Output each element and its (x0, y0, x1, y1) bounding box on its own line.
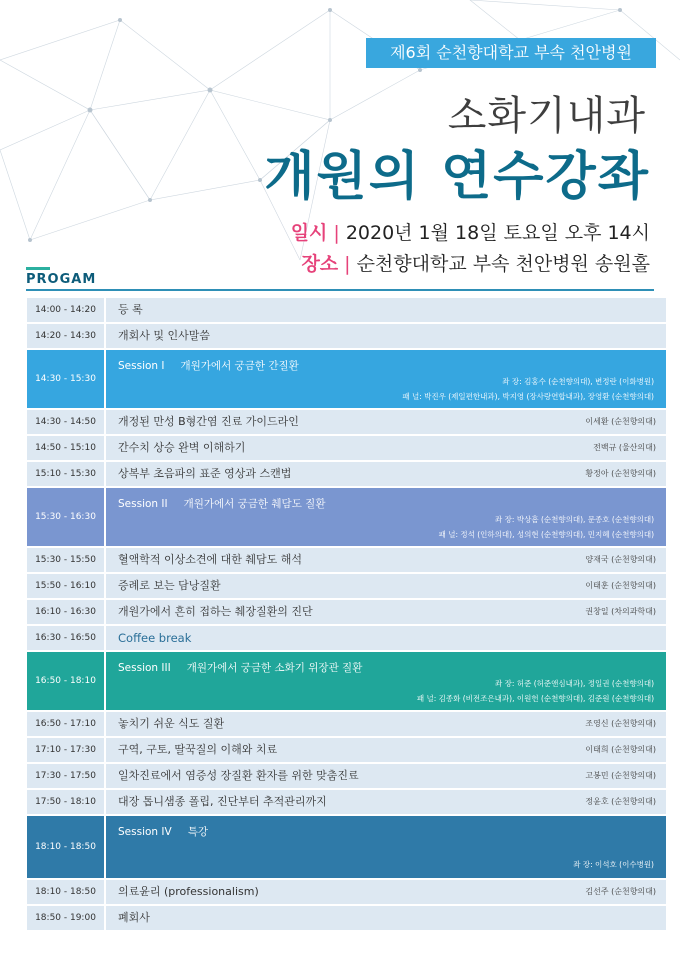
session-title (118, 496, 325, 511)
session-block (27, 350, 666, 408)
department-title: 소화기내과 (447, 93, 646, 139)
venue-separator: | (344, 253, 351, 275)
table-row (27, 298, 666, 322)
course-title: 개원의 연수강좌 (264, 147, 650, 207)
table-row (27, 574, 666, 598)
date-info (291, 218, 650, 245)
row-time: 17:30 - 17:50 (27, 764, 104, 788)
row-content (106, 436, 666, 460)
row-title: 개정된 만성 B형간염 진료 가이드라인 (118, 415, 299, 428)
row-speaker: 조영신 (순천향의대) (585, 719, 656, 728)
row-time: 14:30 - 14:50 (27, 410, 104, 434)
program-label: PROGAM (26, 272, 97, 287)
row-content (106, 410, 666, 434)
session-content (106, 816, 666, 878)
table-row (27, 410, 666, 434)
session-panel: 패 널: 정석 (인하의대), 성의현 (순천향의대), 민지혜 (순천향의대) (438, 530, 654, 539)
venue-value: 순천향대학교 부속 천안병원 송원홀 (356, 253, 650, 275)
row-time: 15:30 - 15:50 (27, 548, 104, 572)
session-label: Session II (118, 498, 168, 510)
session-chair: 좌 장: 김홍수 (순천향의대), 변정란 (이화병원) (502, 377, 654, 386)
session-chair: 좌 장: 이석호 (이수병원) (573, 860, 654, 869)
row-content (106, 738, 666, 762)
row-title: 놓치기 쉬운 식도 질환 (118, 717, 225, 730)
table-row (27, 712, 666, 736)
row-content (106, 324, 666, 348)
row-content (106, 298, 666, 322)
date-separator: | (333, 222, 340, 244)
row-speaker: 이태훈 (순천향의대) (585, 581, 656, 590)
session-title (118, 824, 208, 839)
row-title: 일차진료에서 염증성 장질환 환자를 위한 맞춤진료 (118, 769, 359, 782)
venue-info (301, 249, 650, 276)
row-content (106, 790, 666, 814)
program-table (27, 298, 666, 932)
row-title: 상복부 초음파의 표준 영상과 스캔법 (118, 467, 292, 480)
program-divider (26, 289, 654, 291)
session-chair: 좌 장: 허준 (허준앤심내과), 정일권 (순천향의대) (495, 679, 654, 688)
row-content (106, 712, 666, 736)
row-time: 15:50 - 16:10 (27, 574, 104, 598)
table-row (27, 764, 666, 788)
row-content (106, 462, 666, 486)
row-time: 17:50 - 18:10 (27, 790, 104, 814)
row-content (106, 626, 666, 650)
table-row (27, 738, 666, 762)
row-speaker: 고봉민 (순천향의대) (585, 771, 656, 780)
row-content (106, 574, 666, 598)
row-speaker: 권창일 (차의과학대) (585, 607, 656, 616)
session-time: 14:30 - 15:30 (27, 350, 104, 408)
table-row (27, 906, 666, 930)
row-title: 개원가에서 흔히 접하는 췌장질환의 진단 (118, 605, 313, 618)
row-title: 혈액학적 이상소견에 대한 췌담도 해석 (118, 553, 303, 566)
table-row (27, 600, 666, 624)
row-speaker: 이태희 (순천향의대) (585, 745, 656, 754)
row-content (106, 880, 666, 904)
session-chair: 좌 장: 박상흠 (순천향의대), 문종호 (순천향의대) (495, 515, 654, 524)
session-label: Session III (118, 662, 171, 674)
date-label: 일시 (290, 222, 328, 244)
session-name: 특강 (187, 826, 208, 838)
session-panel: 패 널: 김종화 (비전조은내과), 이원헌 (순천향의대), 김준원 (순천향의대) (416, 694, 654, 703)
row-time: 15:10 - 15:30 (27, 462, 104, 486)
table-row (27, 880, 666, 904)
row-content (106, 548, 666, 572)
venue-label: 장소 (301, 253, 339, 275)
row-speaker: 전백규 (울산의대) (593, 443, 656, 452)
session-panel: 패 널: 박진우 (제일편한내과), 박지영 (장사랑연합내과), 장영환 (순천향의대) (402, 392, 654, 401)
session-time: 16:50 - 18:10 (27, 652, 104, 710)
row-time: 17:10 - 17:30 (27, 738, 104, 762)
session-label: Session IV (118, 826, 172, 838)
row-title: 폐회사 (118, 911, 150, 924)
session-time: 18:10 - 18:50 (27, 816, 104, 878)
table-row (27, 324, 666, 348)
row-title: 개회사 및 인사말씀 (118, 329, 211, 342)
session-time: 15:30 - 16:30 (27, 488, 104, 546)
row-title: 증례로 보는 담낭질환 (118, 579, 221, 592)
session-content (106, 350, 666, 408)
row-title: 등 록 (118, 303, 143, 316)
row-speaker: 이세환 (순천향의대) (585, 417, 656, 426)
date-value: 2020년 1월 18일 토요일 오후 14시 (345, 222, 650, 244)
session-block (27, 816, 666, 878)
session-title (118, 660, 362, 675)
session-name: 개원가에서 궁금한 소화기 위장관 질환 (186, 662, 363, 674)
row-content (106, 764, 666, 788)
row-time: 14:50 - 15:10 (27, 436, 104, 460)
row-title: 간수치 상승 완벽 이해하기 (118, 441, 246, 454)
row-speaker: 김선주 (순천향의대) (585, 887, 656, 896)
table-row (27, 626, 666, 650)
row-title: 대장 톱니샘종 폴립, 진단부터 추적관리까지 (118, 795, 327, 808)
session-content (106, 488, 666, 546)
row-speaker: 정윤호 (순천향의대) (585, 797, 656, 806)
row-title: 의료윤리 (professionalism) (118, 885, 259, 898)
row-time: 14:00 - 14:20 (27, 298, 104, 322)
session-block (27, 652, 666, 710)
session-content (106, 652, 666, 710)
row-content (106, 600, 666, 624)
row-speaker: 양재국 (순천향의대) (585, 555, 656, 564)
row-title: 구역, 구토, 딸꾹질의 이해와 치료 (118, 743, 278, 756)
coffee-break-title: Coffee break (118, 631, 192, 645)
session-name: 개원가에서 궁금한 간질환 (180, 360, 299, 372)
row-speaker: 황정아 (순천향의대) (585, 469, 656, 478)
session-name: 개원가에서 궁금한 췌담도 질환 (183, 498, 326, 510)
table-row (27, 462, 666, 486)
row-time: 18:10 - 18:50 (27, 880, 104, 904)
table-row (27, 548, 666, 572)
row-time: 16:10 - 16:30 (27, 600, 104, 624)
program-accent (26, 267, 50, 270)
session-label: Session I (118, 360, 165, 372)
table-row (27, 790, 666, 814)
row-content (106, 906, 666, 930)
row-time: 18:50 - 19:00 (27, 906, 104, 930)
session-block (27, 488, 666, 546)
row-time: 16:30 - 16:50 (27, 626, 104, 650)
hospital-banner: 제6회 순천향대학교 부속 천안병원 (366, 38, 656, 68)
row-time: 16:50 - 17:10 (27, 712, 104, 736)
session-title (118, 358, 299, 373)
row-time: 14:20 - 14:30 (27, 324, 104, 348)
table-row (27, 436, 666, 460)
